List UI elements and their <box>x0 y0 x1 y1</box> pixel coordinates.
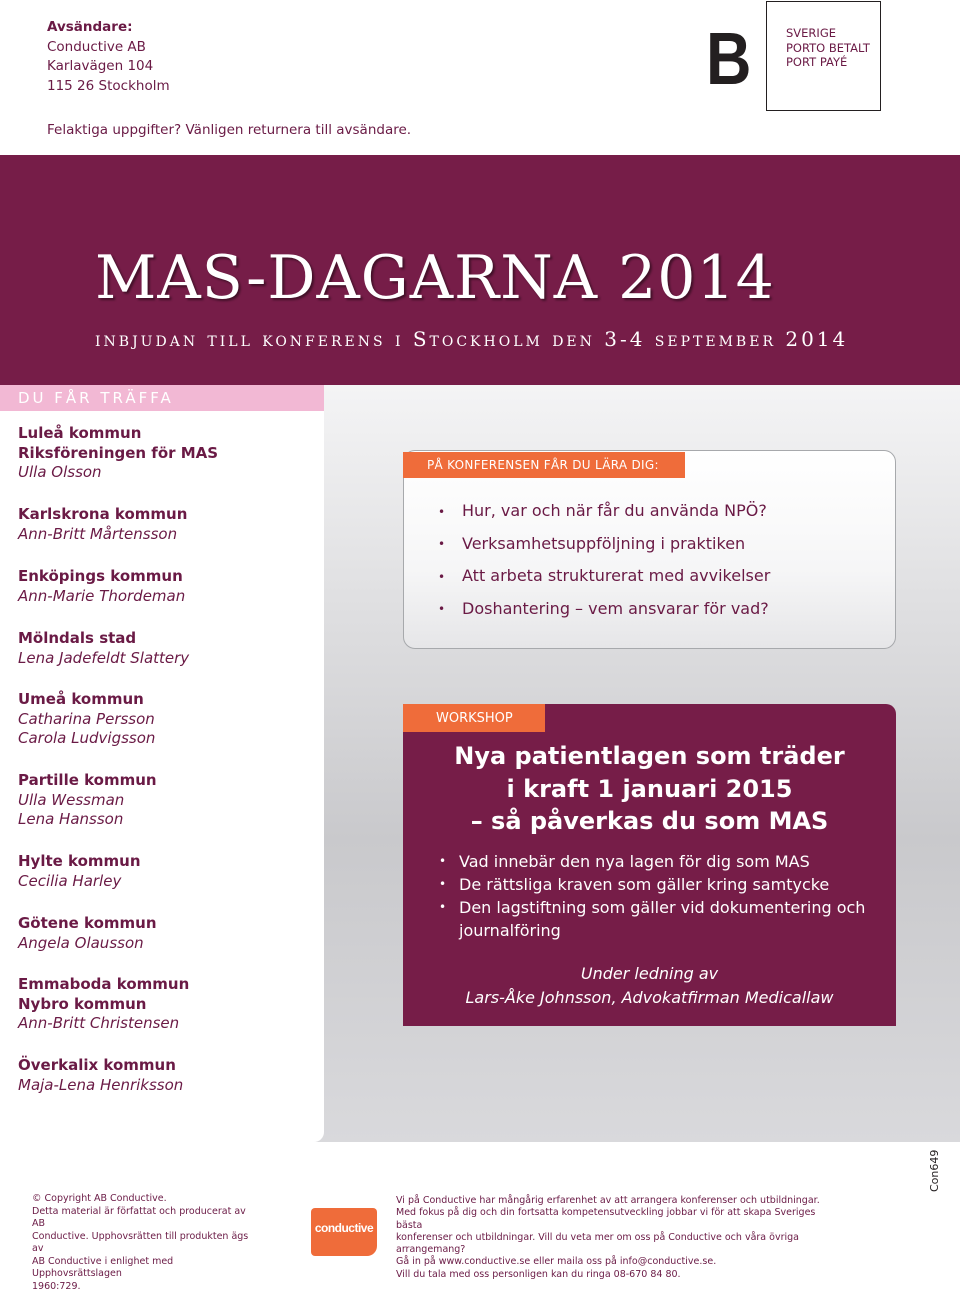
learn-list <box>438 495 770 625</box>
product-code: Con649 <box>928 1149 941 1192</box>
learn-header <box>403 452 685 478</box>
title-banner <box>0 155 960 385</box>
bullet-icon: • <box>439 877 447 891</box>
workshop-lead-line: Under ledning av <box>580 964 719 983</box>
conductive-logo <box>311 1208 377 1256</box>
sender-street: Karlavägen 104 <box>47 58 154 74</box>
speaker-organization: Enköpings kommun <box>18 567 183 585</box>
bullet-icon: • <box>438 504 446 519</box>
speaker-group <box>18 914 157 953</box>
page-subtitle: inbjudan till konferens i Stockholm den 3-4 september 2014 <box>95 327 849 351</box>
sender-block <box>47 18 170 96</box>
workshop-title <box>403 740 896 838</box>
bullet-icon: • <box>438 602 446 616</box>
bullet-icon: • <box>439 900 447 914</box>
speaker-organization: Umeå kommun <box>18 690 144 708</box>
speaker-group <box>18 690 155 749</box>
bullet-icon: • <box>439 854 447 868</box>
postage-b-mark: B <box>706 17 752 100</box>
speakers-column <box>0 385 324 1142</box>
speaker-group <box>18 975 189 1034</box>
workshop-title-line: i kraft 1 januari 2015 <box>506 774 793 803</box>
speaker-name: Angela Olausson <box>18 933 144 952</box>
speaker-organization: Nybro kommun <box>18 994 147 1013</box>
workshop-tab-text: WORKSHOP <box>436 711 513 726</box>
speaker-name: Ann-Britt Christensen <box>18 1014 180 1032</box>
stamp-line: PORT PAYÉ <box>786 55 848 69</box>
speaker-name: Ulla Wessman <box>18 790 125 809</box>
speaker-name: Lena Jadefeldt Slattery <box>18 648 190 667</box>
speaker-group <box>18 629 189 668</box>
workshop-title-line: – så påverkas du som MAS <box>470 807 829 835</box>
speaker-organization: Riksföreningen för MAS <box>18 443 219 462</box>
speaker-name: Ann-Britt Mårtensson <box>18 524 178 543</box>
speakers-header <box>0 385 324 411</box>
stamp-line: PORTO BETALT <box>786 40 870 55</box>
sender-company: Conductive AB <box>47 38 146 55</box>
speaker-organization: Partille kommun <box>18 771 157 789</box>
workshop-lead-line: Lars-Åke Johnsson, Advokatfirman Medicallaw <box>465 987 834 1007</box>
bullet-icon: • <box>438 537 446 551</box>
copyright-text: © Copyright AB Conductive. Detta material är författat och producerat av AB Conductive. Upphovsrätten till produkten ägs av AB Conductive i enlighet med Upphovsrättslagen 1960:729. <box>32 1193 249 1291</box>
postage-stamp <box>766 1 881 111</box>
speaker-organization: Mölndals stad <box>18 629 137 647</box>
page-title: MAS-DAGARNA 2014 <box>95 243 775 313</box>
speaker-name: Catharina Persson <box>18 709 155 728</box>
speaker-group <box>18 424 218 483</box>
speaker-group <box>18 771 157 830</box>
learn-box <box>403 450 896 649</box>
speaker-group <box>18 1056 183 1095</box>
speaker-organization: Götene kommun <box>18 914 157 932</box>
speaker-organization: Hylte kommun <box>18 852 141 870</box>
list-item: • Vad innebär den nya lagen för dig som MAS <box>439 852 810 871</box>
list-item: • De rättsliga kraven som gäller kring samtycke <box>439 875 830 894</box>
workshop-lead <box>403 962 896 1009</box>
speaker-name: Lena Hansson <box>18 810 124 828</box>
speaker-organization: Överkalix kommun <box>18 1056 176 1074</box>
list-item: • Verksamhetsuppföljning i praktiken <box>438 528 770 561</box>
speaker-name: Ulla Olsson <box>18 463 102 481</box>
speaker-group <box>18 505 187 544</box>
speaker-group <box>18 567 185 606</box>
speaker-group <box>18 852 141 891</box>
workshop-list <box>439 850 879 942</box>
bullet-icon: • <box>438 569 446 584</box>
workshop-title-line: Nya patientlagen som träder <box>454 742 845 770</box>
list-item: • Doshantering – vem ansvarar för vad? <box>438 593 770 626</box>
speaker-organization: Luleå kommun <box>18 424 142 442</box>
sender-city: 115 26 Stockholm <box>47 77 170 94</box>
speaker-name: Cecilia Harley <box>18 871 122 890</box>
speaker-organization: Emmaboda kommun <box>18 975 190 993</box>
speaker-name: Carola Ludvigsson <box>18 729 156 747</box>
list-item: • Att arbeta strukturerat med avvikelser <box>438 560 770 593</box>
list-item: • Den lagstiftning som gäller vid dokumentering och journalföring <box>439 898 866 940</box>
sender-note: Felaktiga uppgifter? Vänligen returnera till avsändare. <box>47 122 412 138</box>
learn-header-text: PÅ KONFERENSEN FÅR DU LÄRA DIG: <box>427 458 659 472</box>
speaker-name: Ann-Marie Thordeman <box>18 586 186 605</box>
sender-label: Avsändare: <box>47 19 133 35</box>
footer-info: Vi på Conductive har mångårig erfarenhet av att arrangera konferenser och utbildningar. Med fokus på dig och din fortsatta kompetensutveckling jobbar vi för att skapa Sveriges bästa konferenser och utbildningar. Vill du veta mer om oss på Conductive och våra övriga arrangemang? Gå in på www.conductive.se eller maila oss på info@conductive.se. Vill du tala med oss personligen kan du ringa 08-670 84 80. <box>396 1195 820 1280</box>
workshop-tab <box>403 704 545 732</box>
speaker-name: Maja-Lena Henriksson <box>18 1075 184 1094</box>
speaker-organization: Karlskrona kommun <box>18 505 188 523</box>
list-item: • Hur, var och när får du använda NPÖ? <box>438 495 770 528</box>
logo-text: conductive <box>314 1221 374 1235</box>
speakers-header-text: DU FÅR TRÄFFA <box>18 389 174 407</box>
workshop-box <box>403 704 896 1026</box>
stamp-line: SVERIGE <box>786 26 836 40</box>
